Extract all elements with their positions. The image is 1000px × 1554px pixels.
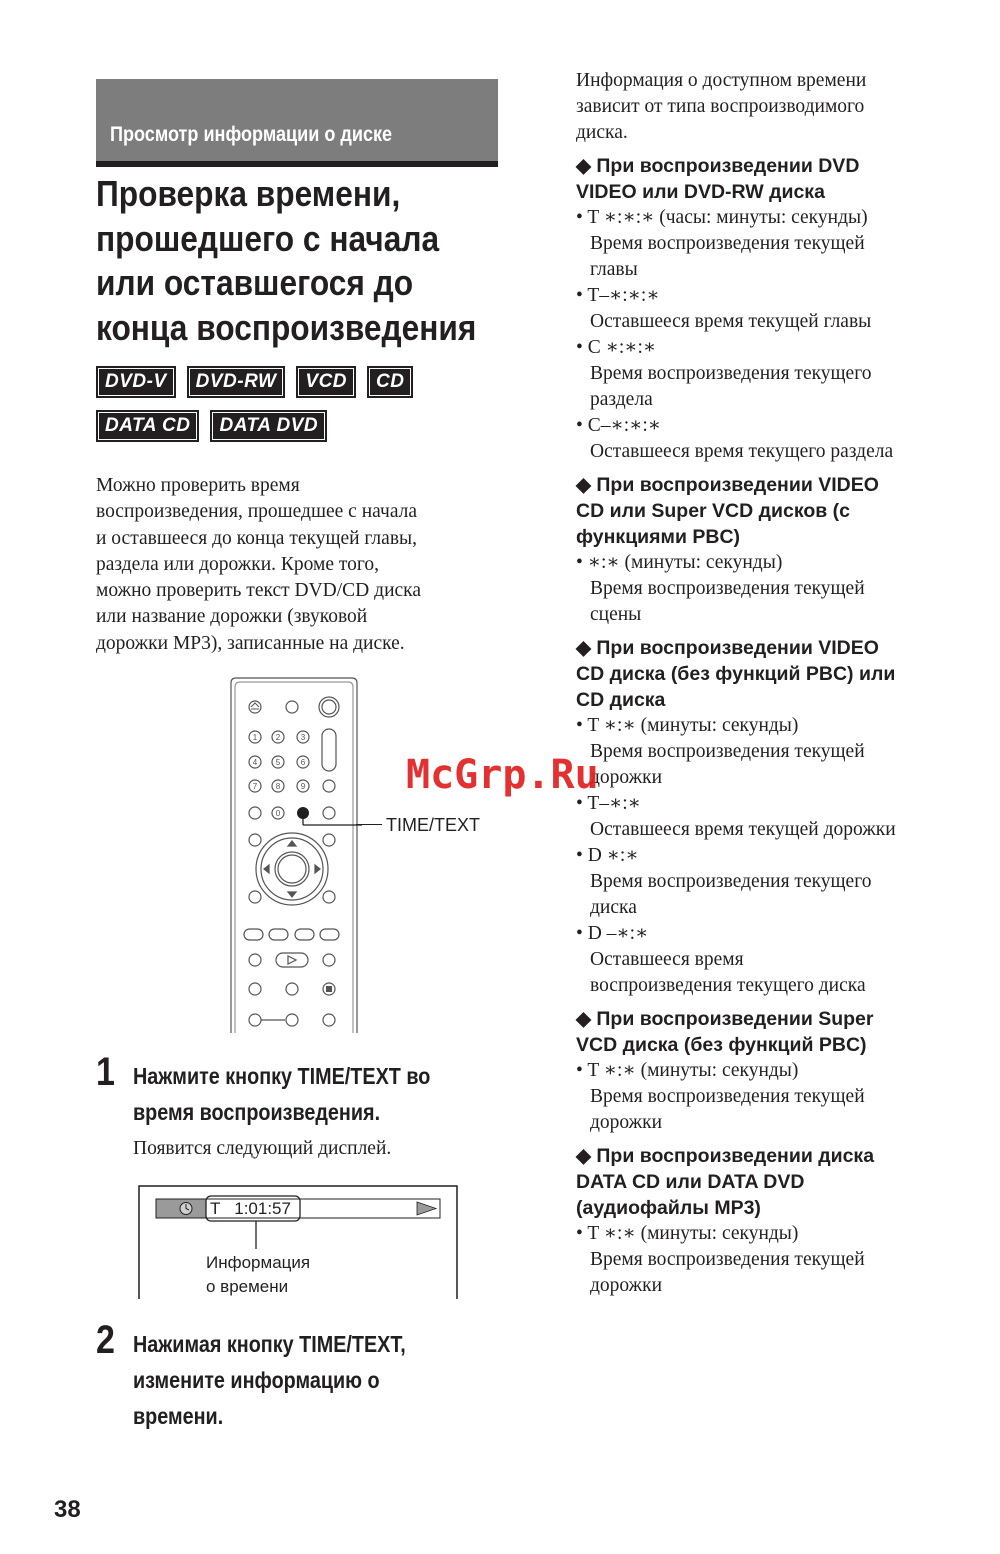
step-2-line: измените информацию о — [133, 1367, 380, 1393]
disc-badges-row-2 — [96, 410, 327, 442]
item-code: • T ∗:∗:∗ (часы: минуты: секунды) — [576, 207, 868, 228]
item-desc: раздела — [590, 389, 653, 410]
right-intro-line: Информация о доступном времени — [576, 70, 867, 91]
remote-control-illustration — [226, 675, 362, 1035]
right-intro — [576, 68, 986, 146]
step-2-line: Нажимая кнопку TIME/TEXT, — [133, 1331, 406, 1357]
item-desc: Время воспроизведения текущего — [590, 363, 872, 384]
list-item — [576, 1058, 986, 1136]
display-info-line: о времени — [206, 1277, 289, 1296]
heading-line: CD или Super VCD дисков (с — [576, 500, 850, 522]
list-item — [576, 205, 986, 283]
list-item — [576, 713, 986, 791]
item-desc: Оставшееся время — [590, 949, 744, 970]
item-desc: дорожки — [590, 1112, 663, 1133]
item-desc: воспроизведения текущего диска — [590, 975, 866, 996]
display-info-label — [206, 1251, 310, 1299]
item-code: • D –∗:∗ — [576, 923, 649, 944]
list-item — [576, 335, 986, 413]
item-desc: Оставшееся время текущей дорожки — [590, 819, 896, 840]
item-desc: Время воспроизведения текущей — [590, 233, 865, 254]
section-header-text: Просмотр информации о диске — [110, 123, 393, 146]
step-2-text — [133, 1326, 406, 1434]
step-1-number: 1 — [96, 1050, 115, 1094]
item-desc: дорожки — [590, 767, 663, 788]
digit-key-label: 0 — [275, 809, 281, 818]
right-intro-line: зависит от типа воспроизводимого — [576, 96, 865, 117]
heading-line: VIDEO или DVD-RW диска — [576, 181, 825, 203]
title-line: конца воспроизведения — [96, 306, 477, 348]
digit-key-label: 4 — [252, 758, 258, 767]
right-column — [576, 68, 986, 1299]
heading-line: ◆ При воспроизведении диска — [576, 1145, 875, 1167]
display-time-value: T 1:01:57 — [210, 1199, 291, 1218]
heading-line: CD диска — [576, 689, 666, 711]
digit-key-label: 2 — [275, 733, 281, 742]
heading-line: ◆ При воспроизведении Super — [576, 1008, 874, 1030]
disc-badges-row-1 — [96, 366, 413, 398]
item-code: • T–∗:∗ — [576, 793, 641, 814]
list-item — [576, 791, 986, 843]
intro-line: раздела или дорожки. Кроме того, — [96, 553, 380, 575]
section-heading — [576, 472, 986, 550]
list-item — [576, 921, 986, 999]
title-line: прошедшего с начала — [96, 217, 440, 259]
disc-badge: DVD-V — [96, 366, 176, 398]
item-code: • T ∗:∗ (минуты: секунды) — [576, 1223, 799, 1244]
step-2-line: времени. — [133, 1403, 224, 1429]
disc-badge: DATA CD — [96, 410, 199, 442]
item-desc: дорожки — [590, 1275, 663, 1296]
digit-key-label: 6 — [300, 758, 306, 767]
digit-key-label: 8 — [275, 782, 281, 791]
intro-line: и оставшееся до конца текущей главы, — [96, 527, 417, 549]
item-code: • C–∗:∗:∗ — [576, 415, 662, 436]
item-desc: Время воспроизведения текущей — [590, 1086, 865, 1107]
section-heading — [576, 635, 986, 713]
item-code: • C ∗:∗:∗ — [576, 337, 657, 358]
list-item — [576, 843, 986, 921]
time-text-callout-label: TIME/TEXT — [386, 815, 480, 835]
digit-key-label: 5 — [275, 758, 281, 767]
step-1-text — [133, 1058, 430, 1130]
step-1-subtext: Появится следующий дисплей. — [133, 1138, 392, 1159]
item-desc: диска — [590, 897, 637, 918]
digit-key-label: 1 — [252, 733, 258, 742]
list-item — [576, 550, 986, 628]
section-header-bar — [96, 79, 498, 167]
intro-line: воспроизведения, прошедшее с начала — [96, 501, 418, 523]
disc-badge: CD — [367, 366, 413, 398]
section-heading — [576, 1006, 986, 1058]
item-code: • T–∗:∗:∗ — [576, 285, 660, 306]
digit-key-label: 9 — [300, 782, 306, 791]
list-item — [576, 413, 986, 465]
display-info-line: Информация — [206, 1253, 311, 1272]
heading-line: VCD диска (без функций PBC) — [576, 1034, 867, 1056]
item-code: • T ∗:∗ (минуты: секунды) — [576, 1060, 799, 1081]
disc-badge: DATA DVD — [210, 410, 327, 442]
section-heading — [576, 1143, 986, 1221]
intro-line: дорожки MP3), записанные на диске. — [96, 632, 405, 654]
item-code: • D ∗:∗ — [576, 845, 639, 866]
item-desc: сцены — [590, 604, 642, 625]
step-1-line: время воспроизведения. — [133, 1099, 381, 1125]
item-desc: Время воспроизведения текущей — [590, 578, 865, 599]
list-item — [576, 283, 986, 335]
heading-line: CD диска (без функций PBC) или — [576, 663, 896, 685]
callout-leader-line — [356, 824, 382, 825]
intro-line: Можно проверить время — [96, 475, 300, 496]
heading-line: ◆ При воспроизведении DVD — [576, 155, 860, 177]
title-line: Проверка времени, — [96, 173, 401, 214]
title-line: или оставшегося до — [96, 262, 414, 303]
right-intro-line: диска. — [576, 122, 628, 143]
item-desc: Время воспроизведения текущего — [590, 871, 872, 892]
step-2-number: 2 — [96, 1318, 115, 1362]
page-title — [96, 172, 476, 350]
item-desc: Оставшееся время текущего раздела — [590, 441, 894, 462]
heading-line: DATA CD или DATA DVD — [576, 1171, 805, 1193]
heading-line: функциями PBC) — [576, 526, 741, 548]
disc-badge: DVD-RW — [187, 366, 286, 398]
digit-key-label: 7 — [252, 782, 258, 791]
item-desc: Время воспроизведения текущей — [590, 741, 865, 762]
item-desc: Оставшееся время текущей главы — [590, 311, 872, 332]
step-1-line: Нажмите кнопку TIME/TEXT во — [133, 1063, 431, 1089]
section-heading — [576, 153, 986, 205]
digit-key-label: 3 — [300, 733, 306, 742]
disc-badge: VCD — [296, 366, 356, 398]
heading-line: ◆ При воспроизведении VIDEO — [576, 474, 879, 496]
intro-paragraph — [96, 473, 506, 657]
item-code: • T ∗:∗ (минуты: секунды) — [576, 715, 799, 736]
page-number: 38 — [54, 1496, 81, 1523]
item-desc: Время воспроизведения текущей — [590, 1249, 865, 1270]
list-item — [576, 1221, 986, 1299]
heading-line: ◆ При воспроизведении VIDEO — [576, 637, 879, 659]
item-code: • ∗:∗ (минуты: секунды) — [576, 552, 783, 573]
item-desc: главы — [590, 259, 638, 280]
intro-line: или название дорожки (звуковой — [96, 606, 368, 628]
heading-line: (аудиофайлы MP3) — [576, 1197, 761, 1219]
watermark-logo: McGrp.Ru — [406, 752, 599, 798]
intro-line: можно проверить текст DVD/CD диска — [96, 580, 421, 602]
